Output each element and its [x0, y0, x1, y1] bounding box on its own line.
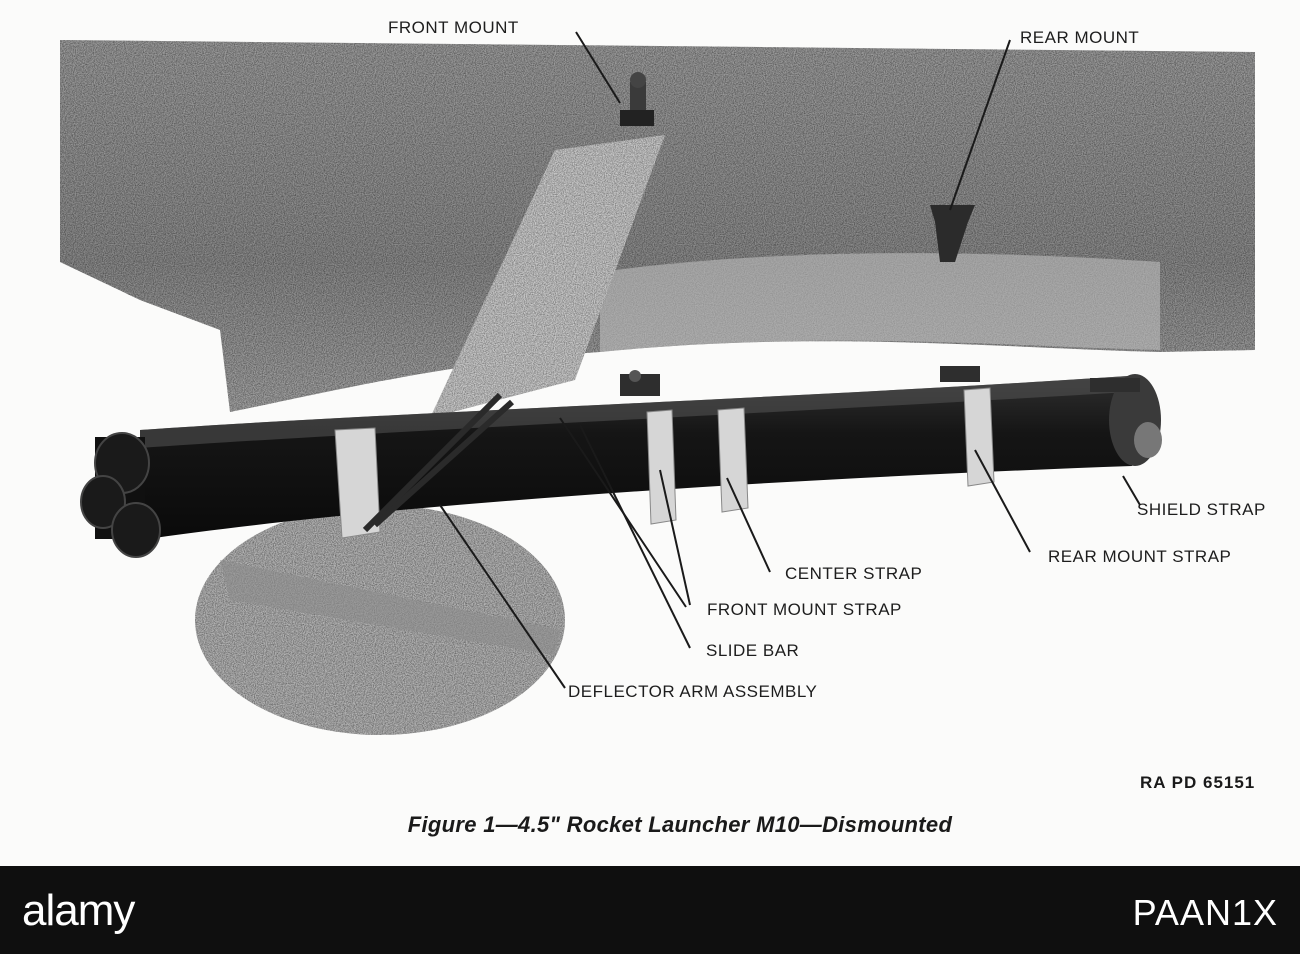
label-rear-mount: REAR MOUNT [1020, 28, 1140, 47]
stock-footer-bar [0, 866, 1300, 954]
reference-code: RA PD 65151 [1140, 773, 1256, 792]
label-slide-bar: SLIDE BAR [706, 641, 800, 660]
brand-logo: alamy [22, 886, 135, 935]
label-shield-strap: SHIELD STRAP [1137, 500, 1266, 519]
label-rear-mount-strap: REAR MOUNT STRAP [1048, 547, 1232, 566]
label-deflector-arm-assembly: DEFLECTOR ARM ASSEMBLY [568, 682, 818, 701]
label-center-strap: CENTER STRAP [785, 564, 923, 583]
figure-caption: Figure 1—4.5" Rocket Launcher M10—Dismounted [407, 812, 953, 837]
label-front-mount: FRONT MOUNT [388, 18, 519, 37]
wing-grain [60, 40, 1255, 412]
image-code: PAAN1X [1132, 892, 1278, 933]
label-front-mount-strap: FRONT MOUNT STRAP [707, 600, 902, 619]
